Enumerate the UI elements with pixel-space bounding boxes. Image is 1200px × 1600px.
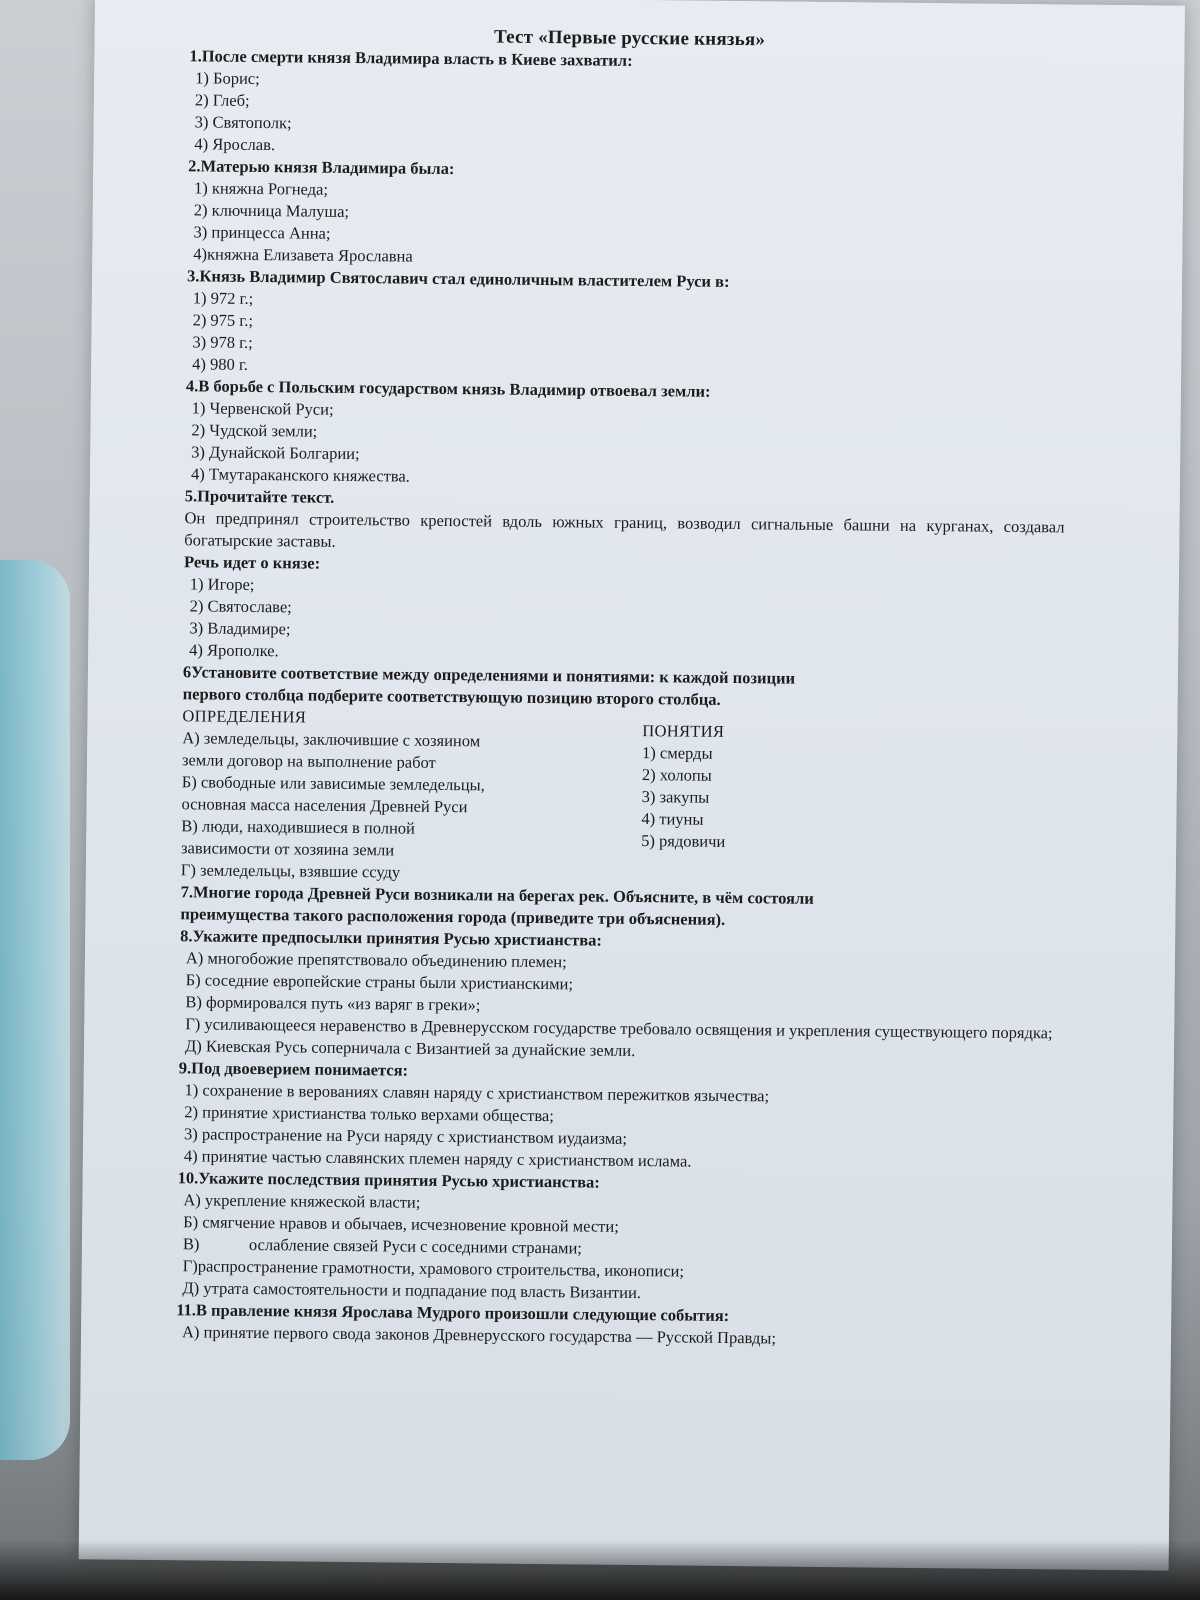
concept-3: 3) закупы — [641, 787, 710, 807]
q10-option-v: В) ослабление связей Руси с соседними странами; — [182, 1234, 583, 1258]
q5-option-2: 2) Святославе; — [189, 596, 292, 617]
q9-option-4: 4) принятие частью славянских племен наряду с христианством ислама. — [183, 1146, 692, 1171]
question-3: 3.Князь Владимир Святославич стал единоличным властителем Руси в: — [186, 266, 730, 291]
q2-option-4: 4)княжна Елизавета Ярославна — [193, 244, 413, 266]
question-5: 5.Прочитайте текст. — [184, 486, 335, 507]
q5-option-3: 3) Владимире; — [189, 618, 291, 639]
q9-option-2: 2) принятие христианства только верхами общества; — [184, 1102, 554, 1126]
concept-5: 5) рядовичи — [641, 831, 726, 851]
q11-option-a: А) принятие первого свода законов Древнерусского государства — Русской Правды; — [181, 1322, 777, 1348]
q10-option-d: Д) утрата самостоятельности и подпадание под власть Византии. — [182, 1278, 642, 1303]
q5-subquestion: Речь идет о князе: — [183, 552, 321, 573]
question-7: 7.Многие города Древней Руси возникали на берегах рек. Объясните, в чём состояли преимущества такого расположения города (приведите три объяснения). — [180, 882, 814, 929]
matching-table — [181, 705, 803, 887]
concept-4: 4) тиуны — [641, 809, 704, 829]
q3-option-3: 3) 978 г.; — [192, 332, 253, 352]
question-9: 9.Под двоеверием понимается: — [178, 1058, 409, 1080]
q1-option-2: 2) Глеб; — [194, 90, 250, 110]
q8-option-b: Б) соседние европейские страны были христианскими; — [185, 970, 574, 994]
definition-line-6: зависимости от хозяина земли — [180, 838, 395, 860]
q8-option-v: В) формировался путь «из варяг в греки»; — [185, 992, 481, 1015]
concepts-header: ПОНЯТИЯ — [642, 721, 725, 741]
test-content — [176, 23, 1070, 1352]
q1-option-4: 4) Ярослав. — [194, 134, 276, 155]
q2-option-3: 3) принцесса Анна; — [193, 222, 331, 243]
question-8: 8.Укажите предпосылки принятия Русью христианства: — [180, 926, 603, 950]
question-2: 2.Матерью князя Владимира была: — [188, 156, 455, 179]
q3-option-4: 4) 980 г. — [192, 354, 249, 374]
question-4: 4.В борьбе с Польским государством князь Владимир отвоевал земли: — [185, 376, 711, 401]
paper-sheet — [79, 0, 1185, 1571]
definition-line-2: земли договор на выполнение работ — [181, 750, 436, 772]
test-title: Тест «Первые русские князья» — [493, 26, 766, 51]
definition-line-7: Г) земледельцы, взявшие ссуду — [180, 860, 401, 882]
q3-option-1: 1) 972 г.; — [192, 288, 254, 308]
concept-2: 2) холопы — [641, 765, 712, 785]
q1-option-1: 1) Борис; — [195, 68, 260, 89]
q1-option-3: 3) Святополк; — [194, 112, 292, 133]
definition-line-5: В) люди, находившиеся в полной — [181, 816, 416, 838]
question-10: 10.Укажите последствия принятия Русью христианства: — [177, 1168, 600, 1192]
definition-line-3: Б) свободные или зависимые земледельцы, — [181, 772, 485, 795]
q5-option-4: 4) Ярополке. — [189, 640, 279, 661]
definition-line-4: основная масса населения Древней Руси — [181, 794, 468, 817]
q4-option-2: 2) Чудской земли; — [191, 420, 318, 441]
q10-option-b: Б) смягчение нравов и обычаев, исчезновение кровной мести; — [183, 1212, 619, 1236]
q2-option-1: 1) княжна Рогнеда; — [193, 178, 329, 199]
q8-option-a: А) многобожие препятствовало объединению племен; — [185, 948, 567, 972]
q5-text: Он предпринял строительство крепостей вдоль южных границ, возводил сигнальные башни на курганах, создавал богатырские заставы. — [184, 508, 1065, 551]
definitions-column — [181, 705, 623, 886]
concept-1: 1) смерды — [642, 743, 713, 763]
q8-option-g: Г) усиливающееся неравенство в Древнерусском государстве требовало освящения и укрепления существующего порядка; — [185, 1014, 1053, 1043]
q3-option-2: 2) 975 г.; — [192, 310, 254, 330]
teal-object-left — [0, 560, 70, 1460]
q10-option-a: А) укрепление княжеской власти; — [183, 1190, 421, 1212]
definitions-header: ОПРЕДЕЛЕНИЯ — [182, 706, 307, 727]
bottom-shadow — [0, 1540, 1200, 1600]
q4-option-3: 3) Дунайской Болгарии; — [191, 442, 360, 464]
question-11: 11.В правление князя Ярослава Мудрого произошли следующие события: — [176, 1300, 730, 1326]
q2-option-2: 2) ключница Малуша; — [193, 200, 350, 221]
question-1: 1.После смерти князя Владимира власть в Киеве захватил: — [189, 46, 633, 70]
q10-option-g: Г)распространение грамотности, храмового строительства, иконописи; — [182, 1256, 685, 1281]
q4-option-4: 4) Тмутараканского княжества. — [190, 464, 410, 486]
question-6: 6Установите соответствие между определениями и понятиями: к каждой позиции первого столбца подберите соответствующую позицию второго столбца. — [182, 662, 796, 709]
q5-option-1: 1) Игоре; — [189, 574, 255, 594]
definition-line-1: А) земледельцы, заключившие с хозяином — [182, 728, 481, 751]
q9-option-3: 3) распространение на Руси наряду с христианством иудаизма; — [184, 1124, 628, 1148]
concepts-column — [641, 710, 803, 888]
q9-option-1: 1) сохранение в верованиях славян наряду с христианством пережитков язычества; — [184, 1080, 770, 1106]
q4-option-1: 1) Червенской Руси; — [191, 398, 334, 419]
q8-option-d: Д) Киевская Русь соперничала с Византией за дунайские земли. — [184, 1036, 636, 1061]
